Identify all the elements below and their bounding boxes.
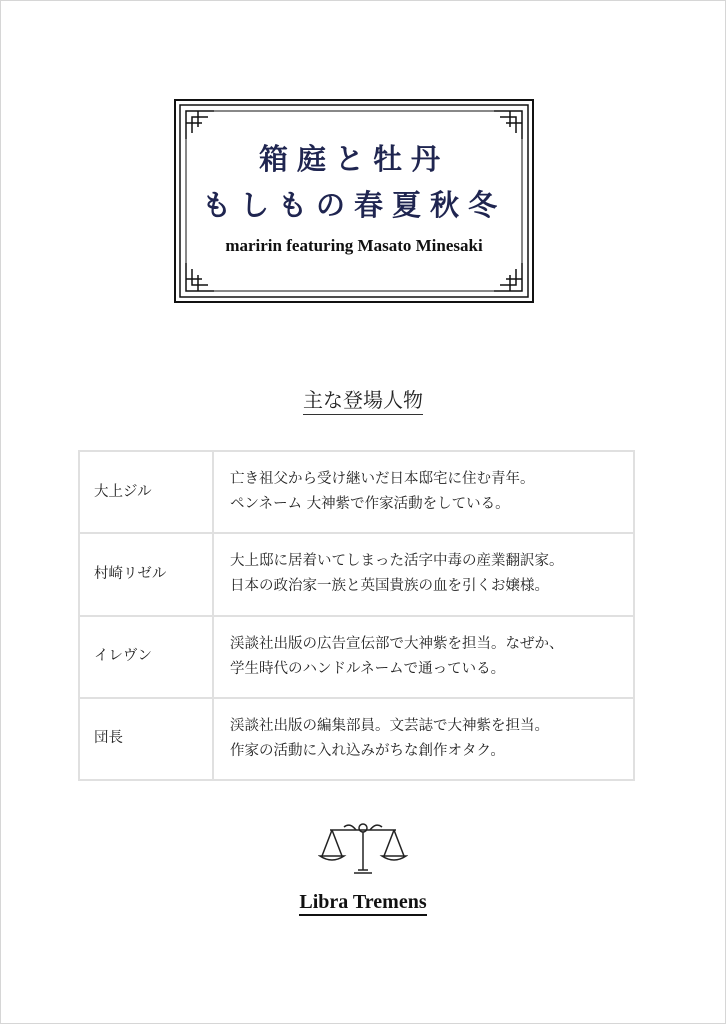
character-table <box>78 450 635 781</box>
description-line: 渓談社出版の広告宣伝部で大神紫を担当。なぜか、 <box>230 635 564 652</box>
description-line: 亡き祖父から受け継いだ日本邸宅に住む青年。 <box>230 471 535 488</box>
description-line: 渓談社出版の編集部員。文芸誌で大神紫を担当。 <box>230 717 549 734</box>
character-name: 大上ジル <box>79 451 213 533</box>
section-heading <box>0 384 726 413</box>
character-description <box>213 698 634 780</box>
character-name: 団長 <box>79 698 213 780</box>
description-line: 作家の活動に入れ込みがちな創作オタク。 <box>230 742 505 759</box>
balance-scale-icon <box>318 818 408 878</box>
title-card <box>174 99 534 303</box>
character-description <box>213 616 634 698</box>
table-row <box>79 533 634 615</box>
description-line: 学生時代のハンドルネームで通っている。 <box>230 660 506 677</box>
table-row <box>79 451 634 533</box>
brand-name: Libra Tremens <box>299 891 426 916</box>
table-row <box>79 698 634 780</box>
title-credit: maririn featuring Masato Minesaki <box>225 236 483 255</box>
description-line: 大上邸に居着いてしまった活字中毒の産業翻訳家。 <box>230 553 564 570</box>
footer-brand <box>0 891 726 914</box>
character-name: イレヴン <box>79 616 213 698</box>
description-line: 日本の政治家一族と英国貴族の血を引くお嬢様。 <box>230 578 549 595</box>
character-description <box>213 451 634 533</box>
description-line: ペンネーム 大神紫で作家活動をしている。 <box>230 496 510 513</box>
title-line-1: 箱庭と牡丹 <box>258 142 449 176</box>
character-description <box>213 533 634 615</box>
table-row <box>79 616 634 698</box>
title-line-2: もしもの春夏秋冬 <box>201 188 506 222</box>
section-heading-text: 主な登場人物 <box>303 388 423 415</box>
character-name: 村崎リゼル <box>79 533 213 615</box>
